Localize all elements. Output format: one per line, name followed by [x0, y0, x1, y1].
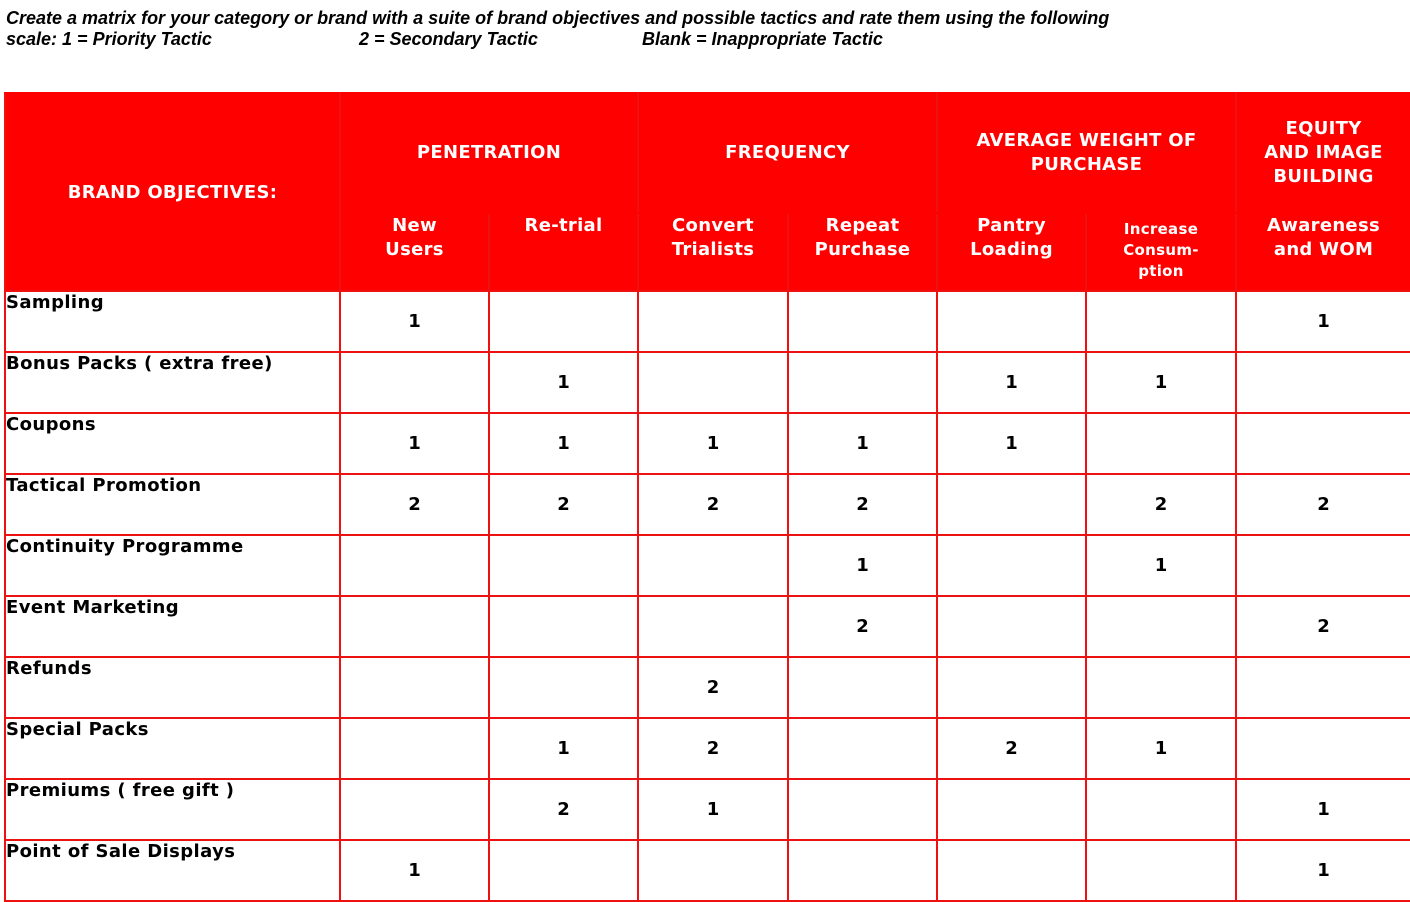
scale-blank: Blank = Inappropriate Tactic [642, 29, 883, 49]
sub-convert-trialists [638, 213, 788, 291]
rating-cell-retrial [489, 657, 638, 718]
rating-cell-awareness-wom [1236, 718, 1410, 779]
rating-cell-new-users [340, 535, 489, 596]
table-row [5, 840, 1410, 901]
tactic-label: Refunds [5, 657, 340, 718]
new-users-line-2: Users [385, 239, 444, 260]
equity-line-2: AND IMAGE [1264, 142, 1383, 163]
group-average-weight [937, 93, 1236, 213]
rating-cell-increase-consumption [1086, 413, 1236, 474]
rating-cell-new-users: 2 [340, 474, 489, 535]
rating-cell-retrial: 1 [489, 718, 638, 779]
rating-cell-repeat-purchase [788, 840, 937, 901]
header-group-row [5, 93, 1410, 213]
new-users-line-1: New [392, 215, 437, 236]
rating-cell-convert-trialists: 2 [638, 657, 788, 718]
rating-cell-convert-trialists [638, 291, 788, 352]
rating-cell-retrial [489, 291, 638, 352]
rating-cell-repeat-purchase: 2 [788, 474, 937, 535]
rating-cell-pantry-loading [937, 840, 1086, 901]
convert-line-1: Convert [672, 215, 754, 236]
pantry-line-2: Loading [970, 239, 1053, 260]
rating-cell-retrial [489, 596, 638, 657]
awareness-line-1: Awareness [1267, 215, 1380, 236]
rating-cell-repeat-purchase [788, 718, 937, 779]
table-row [5, 535, 1410, 596]
rating-cell-convert-trialists [638, 535, 788, 596]
table-row [5, 352, 1410, 413]
group-equity [1236, 93, 1410, 213]
avg-weight-line-1: AVERAGE WEIGHT OF [976, 130, 1197, 151]
increase-line-2: Consum- [1123, 241, 1199, 259]
rating-cell-increase-consumption [1086, 657, 1236, 718]
rating-cell-repeat-purchase: 2 [788, 596, 937, 657]
table-row [5, 718, 1410, 779]
sub-pantry-loading [937, 213, 1086, 291]
repeat-line-2: Purchase [814, 239, 911, 260]
rating-cell-pantry-loading [937, 291, 1086, 352]
rating-cell-increase-consumption: 1 [1086, 535, 1236, 596]
tactic-label: Bonus Packs ( extra free) [5, 352, 340, 413]
rating-cell-new-users [340, 718, 489, 779]
rating-cell-repeat-purchase [788, 779, 937, 840]
rating-cell-awareness-wom [1236, 352, 1410, 413]
rating-cell-awareness-wom: 2 [1236, 474, 1410, 535]
rating-cell-awareness-wom: 1 [1236, 779, 1410, 840]
rating-cell-repeat-purchase [788, 657, 937, 718]
rating-cell-convert-trialists: 2 [638, 474, 788, 535]
table-row [5, 779, 1410, 840]
rating-cell-new-users [340, 352, 489, 413]
tactic-label: Sampling [5, 291, 340, 352]
rating-cell-convert-trialists [638, 840, 788, 901]
instructions-line-1: Create a matrix for your category or brand with a suite of brand objectives and possible tactics and rate them using the following [6, 8, 1110, 28]
rating-cell-pantry-loading [937, 779, 1086, 840]
rating-cell-pantry-loading [937, 535, 1086, 596]
sub-repeat-purchase [788, 213, 937, 291]
tactic-label: Coupons [5, 413, 340, 474]
rating-cell-increase-consumption: 1 [1086, 352, 1236, 413]
rating-cell-convert-trialists [638, 596, 788, 657]
avg-weight-line-2: PURCHASE [1030, 154, 1143, 175]
rating-cell-awareness-wom [1236, 535, 1410, 596]
table-row [5, 291, 1410, 352]
brand-objectives-header: BRAND OBJECTIVES: [5, 93, 340, 291]
instructions-scale-line [6, 29, 1406, 50]
rating-cell-pantry-loading: 1 [937, 352, 1086, 413]
rating-cell-pantry-loading [937, 596, 1086, 657]
rating-cell-retrial: 1 [489, 352, 638, 413]
rating-cell-retrial [489, 840, 638, 901]
rating-cell-convert-trialists: 1 [638, 413, 788, 474]
repeat-line-1: Repeat [825, 215, 900, 236]
rating-cell-increase-consumption [1086, 779, 1236, 840]
rating-cell-new-users [340, 657, 489, 718]
rating-cell-convert-trialists: 2 [638, 718, 788, 779]
rating-cell-repeat-purchase: 1 [788, 535, 937, 596]
tactic-label: Point of Sale Displays [5, 840, 340, 901]
table-row [5, 413, 1410, 474]
scale-secondary: 2 = Secondary Tactic [359, 29, 538, 49]
tactic-label: Tactical Promotion [5, 474, 340, 535]
scale-priority: scale: 1 = Priority Tactic [6, 29, 212, 49]
tactic-label: Special Packs [5, 718, 340, 779]
rating-cell-awareness-wom: 1 [1236, 291, 1410, 352]
rating-cell-pantry-loading: 1 [937, 413, 1086, 474]
rating-cell-retrial: 1 [489, 413, 638, 474]
rating-cell-new-users: 1 [340, 840, 489, 901]
sub-retrial: Re-trial [489, 213, 638, 291]
table-row [5, 657, 1410, 718]
rating-cell-retrial: 2 [489, 779, 638, 840]
rating-cell-new-users [340, 779, 489, 840]
rating-cell-retrial [489, 535, 638, 596]
pantry-line-1: Pantry [977, 215, 1046, 236]
rating-cell-increase-consumption [1086, 596, 1236, 657]
rating-cell-convert-trialists [638, 352, 788, 413]
matrix-body [5, 291, 1410, 901]
group-penetration: PENETRATION [340, 93, 638, 213]
tactic-label: Continuity Programme [5, 535, 340, 596]
table-row [5, 474, 1410, 535]
rating-cell-increase-consumption: 1 [1086, 718, 1236, 779]
sub-awareness-wom [1236, 213, 1410, 291]
rating-cell-awareness-wom [1236, 413, 1410, 474]
instructions [6, 8, 1406, 50]
rating-cell-increase-consumption [1086, 291, 1236, 352]
rating-cell-pantry-loading [937, 657, 1086, 718]
tactic-label: Premiums ( free gift ) [5, 779, 340, 840]
awareness-line-2: and WOM [1273, 239, 1374, 260]
rating-cell-awareness-wom: 2 [1236, 596, 1410, 657]
increase-line-1: Increase [1123, 220, 1199, 238]
equity-line-3: BUILDING [1273, 166, 1374, 187]
rating-cell-repeat-purchase [788, 291, 937, 352]
rating-cell-pantry-loading [937, 474, 1086, 535]
rating-cell-increase-consumption: 2 [1086, 474, 1236, 535]
rating-cell-new-users: 1 [340, 413, 489, 474]
table-row [5, 596, 1410, 657]
rating-cell-repeat-purchase [788, 352, 937, 413]
convert-line-2: Trialists [671, 239, 755, 260]
rating-cell-retrial: 2 [489, 474, 638, 535]
rating-cell-awareness-wom: 1 [1236, 840, 1410, 901]
tactic-label: Event Marketing [5, 596, 340, 657]
rating-cell-new-users: 1 [340, 291, 489, 352]
rating-cell-repeat-purchase: 1 [788, 413, 937, 474]
rating-cell-pantry-loading: 2 [937, 718, 1086, 779]
sub-new-users [340, 213, 489, 291]
group-frequency: FREQUENCY [638, 93, 937, 213]
rating-cell-convert-trialists: 1 [638, 779, 788, 840]
increase-line-3: ption [1138, 262, 1184, 280]
sub-increase-consumption [1086, 213, 1236, 291]
tactics-matrix [4, 92, 1410, 902]
rating-cell-awareness-wom [1236, 657, 1410, 718]
rating-cell-new-users [340, 596, 489, 657]
equity-line-1: EQUITY [1285, 118, 1362, 139]
rating-cell-increase-consumption [1086, 840, 1236, 901]
